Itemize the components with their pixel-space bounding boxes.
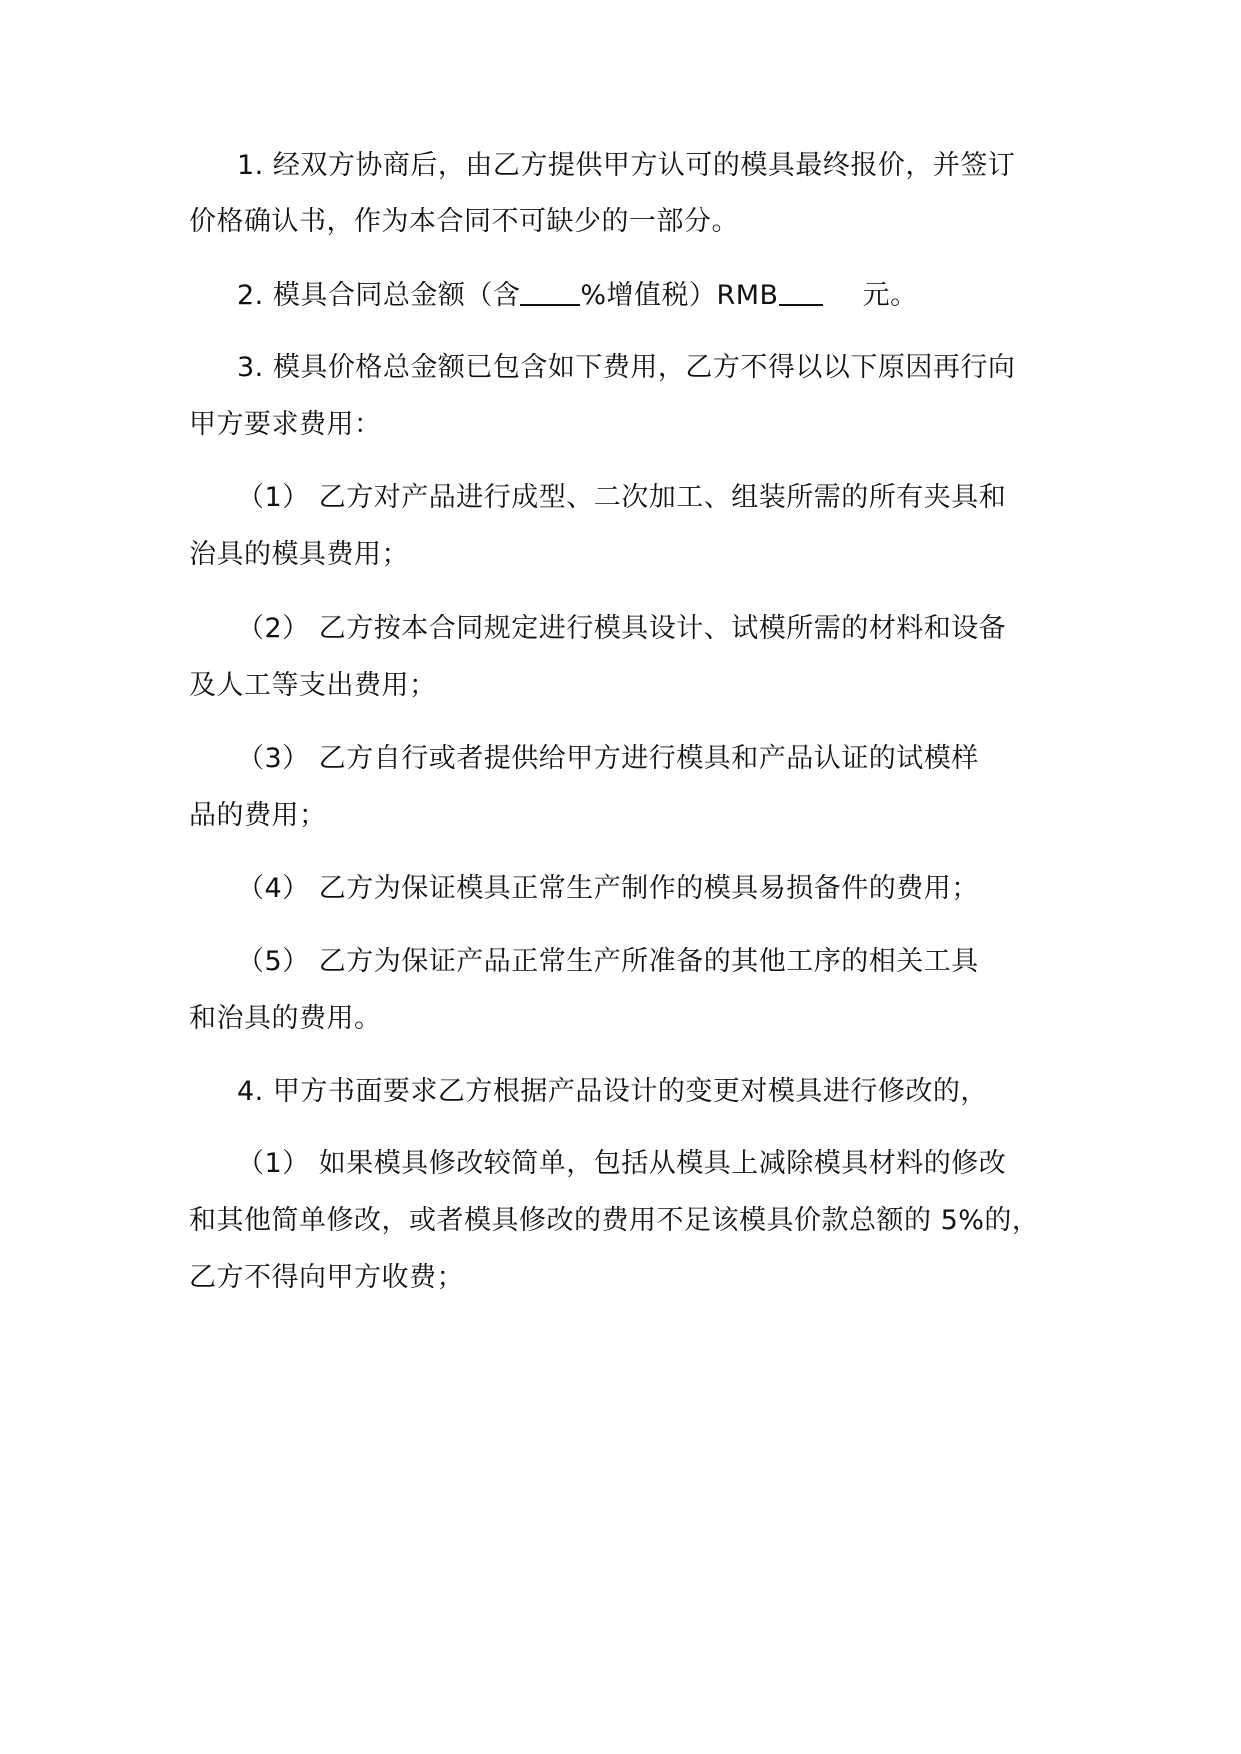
clause-4-item-1-line-1: （1） 如果模具修改较简单，包括从模具上减除模具材料的修改 [237, 1148, 1007, 1179]
vat-rate-blank [520, 278, 580, 306]
item-4-line-1: （4） 乙方为保证模具正常生产制作的模具易损备件的费用； [237, 873, 979, 904]
amount-blank [779, 278, 823, 306]
clause-3-line-1: 3. 模具价格总金额已包含如下费用，乙方不得以以下原因再行向 [237, 352, 1016, 383]
clause-1-line-1: 1. 经双方协商后，由乙方提供甲方认可的模具最终报价，并签订 [237, 150, 1016, 181]
clause-3-line-2: 甲方要求费用： [189, 409, 382, 440]
item-5-line-2: 和治具的费用。 [189, 1003, 382, 1034]
item-2-line-1: （2） 乙方按本合同规定进行模具设计、试模所需的材料和设备 [237, 613, 1007, 644]
clause-4-line-1: 4. 甲方书面要求乙方根据产品设计的变更对模具进行修改的， [237, 1076, 988, 1107]
item-5-line-1: （5） 乙方为保证产品正常生产所准备的其他工序的相关工具 [237, 946, 979, 977]
clause-2-suffix: 元。 [862, 280, 918, 311]
clause-2-mid: %增值税）RMB [580, 280, 779, 311]
item-3-line-2: 品的费用； [189, 800, 327, 831]
clause-2-line [237, 278, 1107, 314]
item-1-line-2: 治具的模具费用； [189, 539, 409, 570]
item-3-line-1: （3） 乙方自行或者提供给甲方进行模具和产品认证的试模样 [237, 743, 979, 774]
clause-4-item-1-line-3: 乙方不得向甲方收费； [189, 1262, 464, 1293]
clause-4-item-1-line-2: 和其他简单修改，或者模具修改的费用不足该模具价款总额的 5%的， [189, 1205, 1040, 1236]
item-1-line-1: （1） 乙方对产品进行成型、二次加工、组装所需的所有夹具和 [237, 482, 1007, 513]
clause-1-line-2: 价格确认书，作为本合同不可缺少的一部分。 [189, 206, 739, 237]
item-2-line-2: 及人工等支出费用； [189, 670, 437, 701]
clause-2-prefix: 2. 模具合同总金额（含 [237, 280, 521, 311]
